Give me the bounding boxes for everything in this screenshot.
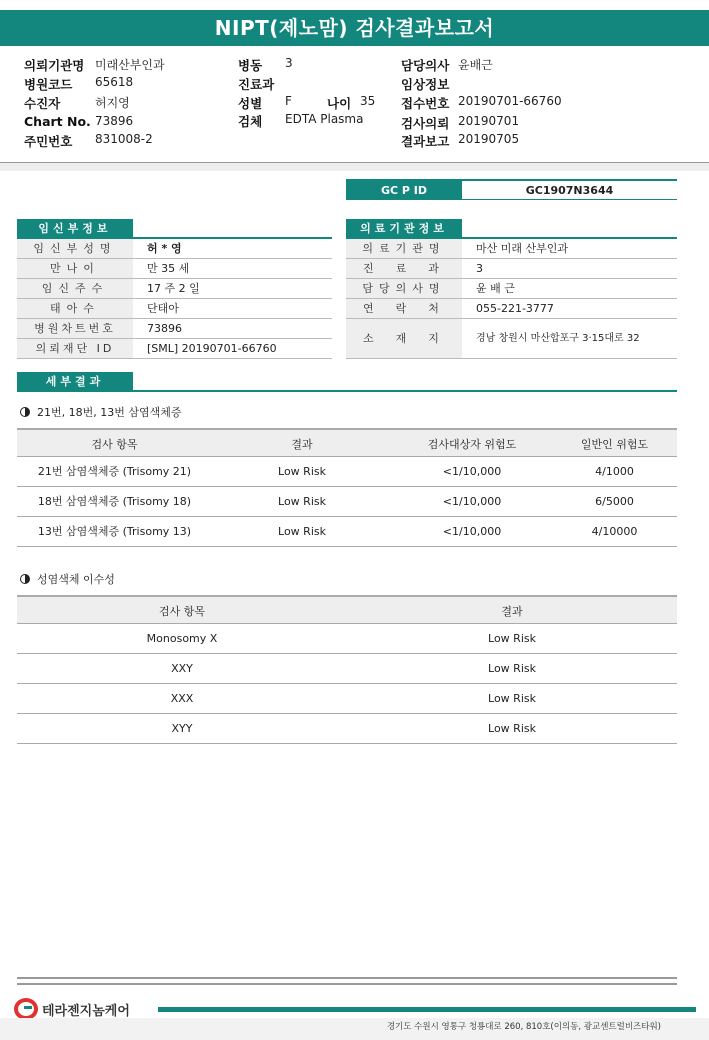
header-label: 검사의뢰 (401, 116, 450, 131)
company-name: 테라젠지놈케어 (42, 1003, 130, 1019)
patient-info-row (17, 279, 332, 299)
table-row (17, 684, 677, 714)
patient-info-value: 단태아 (147, 302, 179, 315)
header-label: 나이 (327, 96, 352, 111)
sex-chrom-heading (20, 571, 115, 587)
header-value: 73896 (95, 114, 134, 128)
table-cell: XXY (171, 662, 193, 675)
table-row (17, 654, 677, 684)
gcpid-box (346, 179, 677, 200)
hospital-info-value: 윤 배 근 (476, 282, 515, 295)
header-value: F (285, 94, 292, 108)
header-label: 검체 (238, 114, 263, 129)
header-label: 성별 (238, 96, 263, 111)
header-value: EDTA Plasma (285, 112, 364, 126)
hospital-info-label: 연락처 (346, 299, 462, 318)
header-value: 20190701-66760 (458, 94, 562, 108)
half-circle-icon (20, 407, 30, 417)
hospital-info-row (346, 279, 677, 299)
table-cell: XYY (171, 722, 193, 735)
gcpid-value: GC1907N3644 (525, 184, 614, 197)
header-value: 831008-2 (95, 132, 153, 146)
header-value: 윤배근 (458, 58, 493, 72)
header-label: 수진자 (24, 96, 61, 111)
detail-section-tab: 세부결과 (17, 372, 133, 391)
column-header: 검사 항목 (158, 605, 205, 618)
header-label: 병동 (238, 58, 263, 73)
header-label: 병원코드 (24, 77, 73, 92)
company-logo (14, 998, 130, 1020)
header-label: 의뢰기관명 (24, 58, 85, 73)
patient-info-label: 만나이 (17, 259, 133, 278)
hospital-info-label: 진료과 (346, 259, 462, 278)
column-header: 검사 항목 (91, 438, 138, 451)
hospital-info-row (346, 319, 677, 359)
patient-info-row (17, 319, 332, 339)
table-cell: 13번 삼염색체증 (Trisomy 13) (37, 525, 192, 538)
header-value: 20190705 (458, 132, 520, 146)
patient-info-value: 73896 (147, 322, 182, 335)
table-cell: 21번 삼염색체증 (Trisomy 21) (37, 465, 192, 478)
patient-section-tab: 임신부정보 (17, 219, 133, 238)
sex-chrom-table (17, 595, 677, 744)
table-cell: Low Risk (488, 722, 536, 735)
table-cell: 18번 삼염색체증 (Trisomy 18) (37, 495, 192, 508)
header-value: 3 (285, 56, 293, 70)
header-shade (0, 163, 709, 171)
table-cell: 6/5000 (595, 495, 634, 508)
patient-info-row (17, 239, 332, 259)
half-circle-icon (20, 574, 30, 584)
report-header (0, 46, 709, 164)
header-label: 담당의사 (401, 58, 450, 73)
table-cell: Low Risk (488, 692, 536, 705)
header-label: 진료과 (238, 77, 275, 92)
table-header (17, 595, 677, 624)
gcpid-label: GC P ID (346, 181, 462, 200)
trisomy-title: 21번, 18번, 13번 삼염색체증 (37, 406, 182, 419)
patient-info-row (17, 299, 332, 319)
logo-icon (14, 998, 38, 1020)
header-value: 허지영 (95, 96, 130, 110)
table-cell: <1/10,000 (442, 495, 502, 508)
hospital-info-value: 055-221-3777 (476, 302, 554, 315)
header-label: 결과보고 (401, 134, 450, 149)
table-row (17, 624, 677, 654)
trisomy-heading (20, 404, 181, 420)
table-row (17, 517, 677, 547)
hospital-info-row (346, 259, 677, 279)
table-cell: 4/10000 (591, 525, 638, 538)
report-title: NIPT(제노맘) 검사결과보고서 (0, 10, 709, 46)
table-cell: Low Risk (278, 525, 326, 538)
header-label: 접수번호 (401, 96, 450, 111)
detail-section-line (17, 390, 677, 392)
patient-info-label: 임신부성명 (17, 239, 133, 258)
header-value: 35 (360, 94, 376, 108)
table-row (17, 457, 677, 487)
hospital-info-value: 3 (476, 262, 483, 275)
patient-info-label: 태아수 (17, 299, 133, 318)
table-cell: <1/10,000 (442, 525, 502, 538)
hospital-info-label: 담당의사명 (346, 279, 462, 298)
column-header: 결과 (501, 605, 523, 618)
hospital-info-row (346, 239, 677, 259)
patient-info-label: 병원차트번호 (17, 319, 133, 338)
table-cell: 4/1000 (595, 465, 634, 478)
patient-info-row (17, 259, 332, 279)
hospital-info-value: 마산 미래 산부인과 (476, 242, 569, 255)
header-label: 임상정보 (401, 77, 450, 92)
patient-info-value: 17 주 2 일 (147, 282, 200, 295)
footer-accent-bar (158, 1007, 696, 1012)
table-row (17, 714, 677, 744)
hospital-info-label: 소재지 (346, 319, 462, 358)
patient-info-row (17, 339, 332, 359)
company-address: 경기도 수원시 영통구 청룡대로 260, 810호(이의동, 광교센트럴비즈타워) (386, 1022, 661, 1032)
table-cell: XXX (170, 692, 194, 705)
footer-divider (17, 977, 677, 979)
hospital-info-row (346, 299, 677, 319)
patient-info-value: 허 * 영 (147, 242, 182, 255)
column-header: 결과 (291, 438, 313, 451)
patient-info-value: 만 35 세 (147, 262, 190, 275)
hospital-info-label: 의료기관명 (346, 239, 462, 258)
table-header (17, 428, 677, 457)
hospital-info-value: 경남 창원시 마산합포구 3·15대로 32 (476, 333, 640, 344)
table-cell: Monosomy X (146, 632, 218, 645)
column-header: 일반인 위험도 (580, 438, 649, 451)
table-row (17, 487, 677, 517)
header-value: 20190701 (458, 114, 520, 128)
header-value: 65618 (95, 75, 134, 89)
patient-info-value: [SML] 20190701-66760 (147, 342, 277, 355)
column-header: 검사대상자 위험도 (427, 438, 517, 451)
sex-chrom-title: 성염색체 이수성 (37, 573, 115, 586)
table-cell: Low Risk (488, 632, 536, 645)
table-cell: Low Risk (488, 662, 536, 675)
hospital-section-tab: 의료기관정보 (346, 219, 462, 238)
footer-divider (17, 983, 677, 985)
header-label: Chart No. (24, 114, 91, 129)
patient-info-label: 임신주수 (17, 279, 133, 298)
header-value: 미래산부인과 (95, 58, 165, 72)
header-label: 주민번호 (24, 134, 73, 149)
trisomy-table (17, 428, 677, 547)
table-cell: Low Risk (278, 465, 326, 478)
table-cell: <1/10,000 (442, 465, 502, 478)
patient-info-label: 의뢰재단 ID (17, 339, 133, 358)
table-cell: Low Risk (278, 495, 326, 508)
